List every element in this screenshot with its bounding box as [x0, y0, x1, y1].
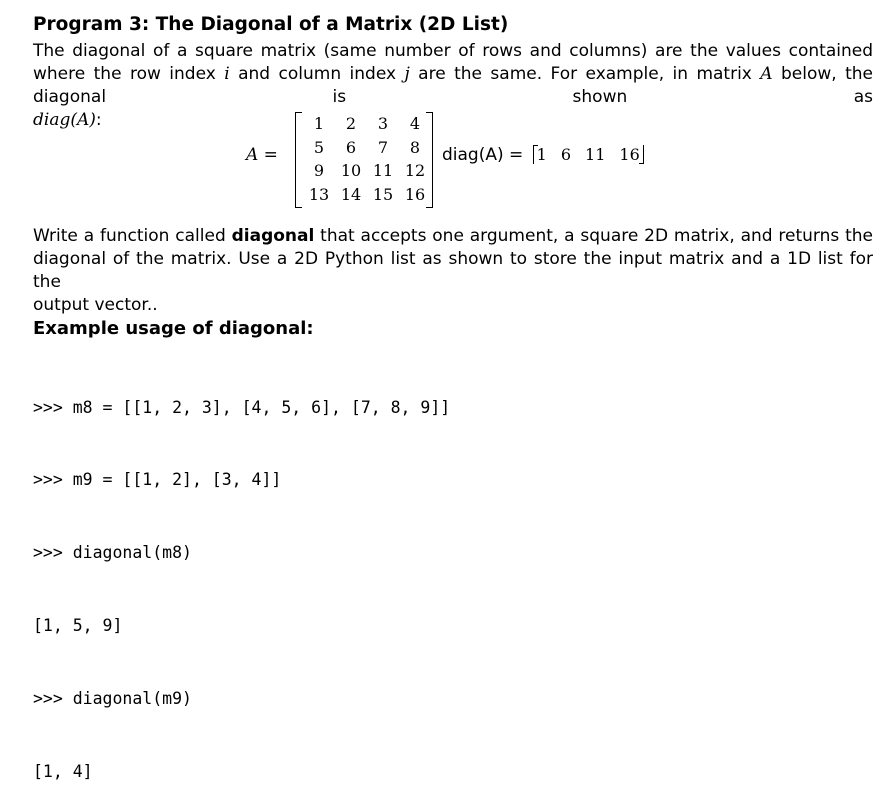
matrix-cell: 8 — [409, 137, 421, 157]
task-paragraph — [33, 225, 873, 317]
matrix-cell: 12 — [404, 161, 426, 181]
diagonal-value: 6 — [560, 145, 572, 164]
matrix-cell: 10 — [340, 161, 362, 181]
matrix-equals: = — [258, 145, 278, 165]
code-example — [33, 347, 450, 809]
intro-text-3: are the same. For example, in matrix — [409, 64, 761, 84]
variable-i: i — [224, 64, 230, 84]
example-heading: Example usage of diagonal: — [33, 318, 314, 339]
matrix-row — [303, 112, 431, 136]
matrix-row — [303, 159, 431, 183]
diagonal-value: 16 — [619, 145, 640, 164]
matrix-left-bracket — [295, 112, 302, 208]
diagonal-value: 11 — [585, 145, 606, 164]
matrix-cell: 14 — [340, 184, 362, 204]
task-text-2: that accepts one argument, a square 2D matrix, and returns the diagonal of the matrix. Use a 2D Python list as shown to store the input matrix and a 1D list for the — [33, 226, 874, 292]
code-line: >>> m8 = [[1, 2, 3], [4, 5, 6], [7, 8, 9]] — [33, 397, 451, 417]
matrix-cell: 15 — [372, 184, 394, 204]
matrix-cell: 16 — [404, 184, 426, 204]
diagonal-value: 1 — [536, 145, 547, 164]
matrix-cell: 9 — [313, 161, 325, 181]
diagonal-label: diag(A) = — [442, 145, 524, 165]
matrix-cell: 4 — [409, 114, 421, 134]
variable-j: j — [404, 64, 410, 84]
code-line: [1, 4] — [33, 762, 93, 782]
code-line: >>> m9 = [[1, 2], [3, 4]] — [33, 470, 282, 490]
matrix-right-bracket — [426, 112, 433, 208]
matrix-row — [303, 136, 431, 160]
diagonal-vector — [533, 145, 644, 164]
matrix-cell: 1 — [313, 114, 325, 134]
matrix-cell: 5 — [313, 137, 325, 157]
code-line: >>> diagonal(m8) — [33, 543, 192, 563]
intro-text-2: and column index — [229, 64, 405, 84]
page-title: Program 3: The Diagonal of a Matrix (2D List) — [33, 14, 509, 35]
variable-A: A — [760, 64, 773, 84]
task-text-last: output vector.. — [33, 295, 158, 315]
intro-text-5: : — [95, 110, 102, 130]
matrix-cell: 7 — [377, 137, 389, 157]
matrix-cell: 11 — [372, 161, 394, 181]
function-name: diagonal — [231, 226, 315, 246]
matrix-variable: A — [246, 145, 259, 165]
task-text-1: Write a function called — [33, 226, 232, 246]
matrix-cell: 13 — [308, 184, 330, 204]
intro-text-4: below, the diagonal is shown as — [33, 64, 874, 107]
code-line: >>> diagonal(m9) — [33, 689, 192, 709]
matrix-cell: 3 — [377, 114, 389, 134]
code-line: [1, 5, 9] — [33, 616, 123, 636]
matrix-row — [303, 183, 431, 207]
diagonal-result — [442, 145, 644, 165]
matrix-lhs — [246, 145, 278, 165]
intro-text-1: The diagonal of a square matrix (same number of rows and columns) are the values contained where the row index — [33, 41, 873, 84]
matrix-cell: 2 — [345, 114, 357, 134]
matrix-table — [303, 112, 431, 206]
matrix-cell: 6 — [345, 137, 357, 157]
diag-expression: diag(A) — [33, 110, 96, 130]
matrix-example — [246, 110, 666, 208]
